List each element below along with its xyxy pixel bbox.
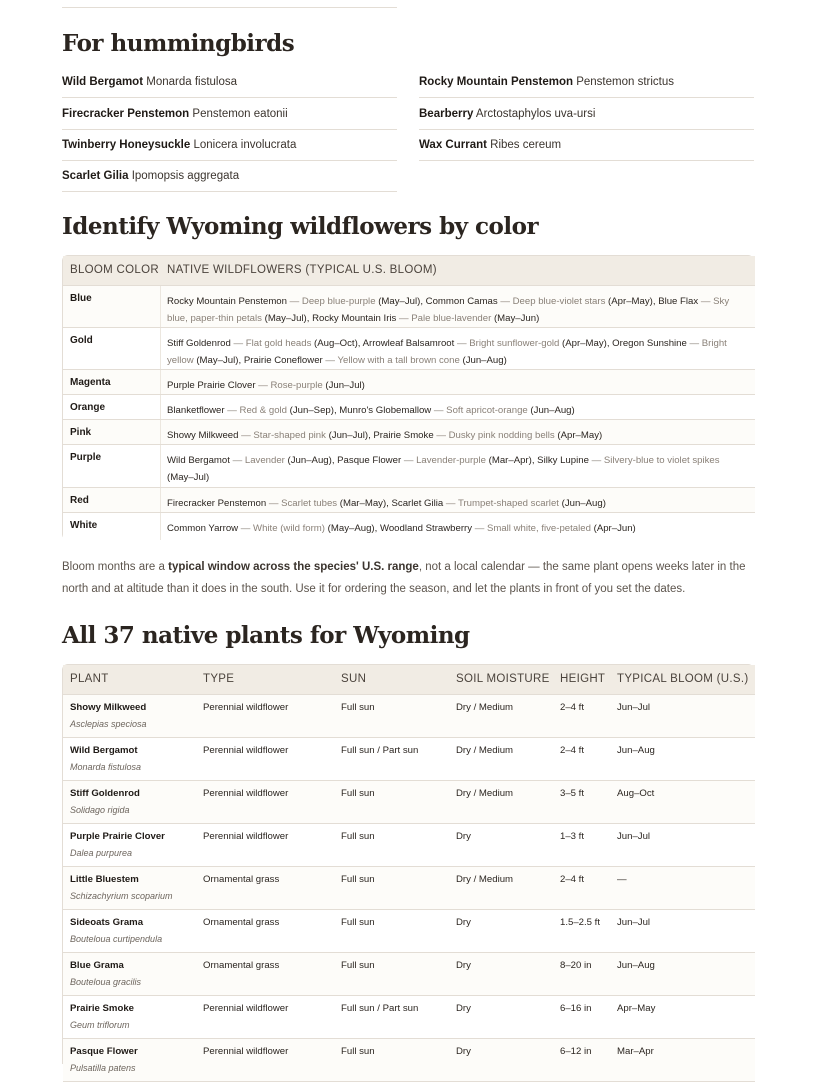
plant-sun: Full sun xyxy=(341,917,375,928)
flower-bloom: Apr–Jun xyxy=(596,523,633,534)
plant-common-name: Twinberry Honeysuckle xyxy=(62,139,191,151)
plant-scientific-name: Bouteloua curtipendula xyxy=(70,934,163,944)
flower-name: Stiff Goldenrod xyxy=(167,338,231,349)
bloom-color: Red xyxy=(63,488,161,512)
plant-bloom: Aug–Oct xyxy=(617,788,655,799)
flower-description-text: Star-shaped pink xyxy=(253,430,326,441)
flower-bloom: Jun–Jul xyxy=(331,430,365,441)
color-table xyxy=(62,255,754,540)
plant-sun: Full sun xyxy=(341,702,375,713)
flower-description: — Trumpet-shaped scarlet xyxy=(445,498,559,509)
plant-scientific-name: Pulsatilla patens xyxy=(70,1063,136,1073)
table-row xyxy=(63,738,755,781)
flower-bloom: Jun–Jul xyxy=(328,380,362,391)
table-row xyxy=(63,695,755,738)
column-header: SOIL MOISTURE xyxy=(456,673,550,685)
flower-description-text: Yellow with a tall brown cone xyxy=(337,355,460,366)
table-row xyxy=(63,953,755,996)
flower-description-text: Deep blue-purple xyxy=(301,296,376,307)
plant-type: Ornamental grass xyxy=(203,874,280,885)
wildflower-list: Firecracker Penstemon — Scarlet tubes (Mar–May), Scarlet Gilia — Trumpet-shaped scarlet (Jun–Aug) xyxy=(167,498,606,509)
bloom-color: Pink xyxy=(63,420,161,444)
table-row xyxy=(63,996,755,1039)
plant-bloom: — xyxy=(617,874,627,885)
flower-description-text: Bright yellow xyxy=(167,338,727,366)
flower-description: — Bright sunflower-gold xyxy=(456,338,560,349)
flower-description: — Pale blue-lavender xyxy=(399,313,492,324)
plant-soil: Dry xyxy=(456,1046,471,1057)
flower-description: — Red & gold xyxy=(227,405,287,416)
list-item xyxy=(62,161,397,192)
plant-type: Ornamental grass xyxy=(203,917,280,928)
flower-description: — Rose-purple xyxy=(258,380,323,391)
flower-name: Rocky Mountain Penstemon xyxy=(167,296,287,307)
plant-name: Stiff Goldenrod xyxy=(70,788,140,799)
plant-sun: Full sun xyxy=(341,831,375,842)
color-row xyxy=(63,286,755,328)
plant-common-name: Scarlet Gilia xyxy=(62,170,129,182)
flower-name: Rocky Mountain Iris xyxy=(312,313,397,324)
plant-bloom: Apr–May xyxy=(617,1003,656,1014)
wildflower-list: Common Yarrow — White (wild form) (May–Aug), Woodland Strawberry — Small white, five-petaled (Apr–Jun) xyxy=(167,523,636,534)
plant-soil: Dry xyxy=(456,960,471,971)
bloom-color: Magenta xyxy=(63,370,161,394)
bloom-color: Gold xyxy=(63,328,161,369)
plant-scientific-name: Lonicera involucrata xyxy=(193,139,297,151)
table-header xyxy=(63,256,755,286)
flower-name: Purple Prairie Clover xyxy=(167,380,256,391)
flower-name: Oregon Sunshine xyxy=(612,338,687,349)
flower-bloom: Mar–May xyxy=(342,498,383,509)
flower-bloom: May–Jul xyxy=(381,296,418,307)
plant-height: 2–4 ft xyxy=(560,745,585,756)
plant-type: Perennial wildflower xyxy=(203,745,289,756)
flower-name: Woodland Strawberry xyxy=(379,523,473,534)
note-text: Bloom months are a xyxy=(62,561,169,573)
bloom-color: Blue xyxy=(63,286,161,327)
hummingbirds-heading: For hummingbirds xyxy=(62,30,295,57)
list-item xyxy=(62,99,397,130)
wildflower-list: Wild Bergamot — Lavender (Jun–Aug), Pasque Flower — Lavender-purple (Mar–Apr), Silky Lupine — Silvery-blue to violet spikes (May–Jul) xyxy=(167,455,720,483)
color-row xyxy=(63,488,755,513)
plant-bloom: Jun–Aug xyxy=(617,960,655,971)
column-header: PLANT xyxy=(70,673,109,685)
plant-name: Blue Grama xyxy=(70,960,124,971)
plant-bloom: Jun–Jul xyxy=(617,831,651,842)
list-item xyxy=(62,67,397,98)
plant-bloom: Mar–Apr xyxy=(617,1046,654,1057)
flower-name: Prairie Coneflower xyxy=(243,355,323,366)
plant-soil: Dry xyxy=(456,1003,471,1014)
flower-description-text: Silvery-blue to violet spikes xyxy=(603,455,720,466)
plant-common-name: Bearberry xyxy=(419,108,474,120)
plant-type: Perennial wildflower xyxy=(203,1046,289,1057)
plant-scientific-name: Monarda fistulosa xyxy=(70,762,142,772)
table-row xyxy=(63,867,755,910)
table-row xyxy=(63,910,755,953)
flower-description: — Soft apricot-orange xyxy=(433,405,528,416)
flower-description-text: Lavender xyxy=(244,455,285,466)
bloom-color: Orange xyxy=(63,395,161,419)
flower-description-text: Rose-purple xyxy=(270,380,323,391)
plant-soil: Dry xyxy=(456,831,471,842)
flower-description-text: Soft apricot-orange xyxy=(446,405,528,416)
flower-description: — Yellow with a tall brown cone xyxy=(325,355,460,366)
flower-description-text: Sky blue, paper-thin petals xyxy=(167,296,730,324)
color-row xyxy=(63,420,755,445)
flower-description-text: Deep blue-violet stars xyxy=(512,296,606,307)
plant-height: 2–4 ft xyxy=(560,702,585,713)
flower-bloom: May–Jul xyxy=(170,472,206,483)
plant-scientific-name: Monarda fistulosa xyxy=(146,76,238,88)
flower-bloom: Jun–Aug xyxy=(564,498,603,509)
plant-name: Prairie Smoke xyxy=(70,1003,134,1014)
plant-name: Pasque Flower xyxy=(70,1046,138,1057)
plants-table xyxy=(62,664,754,1073)
plant-sun: Full sun / Part sun xyxy=(341,745,419,756)
flower-description-text: White (wild form) xyxy=(253,523,325,534)
plant-soil: Dry / Medium xyxy=(456,788,514,799)
flower-bloom: Mar–Apr xyxy=(491,455,529,466)
column-header: TYPICAL BLOOM (U.S.) xyxy=(617,673,749,685)
flower-name: Silky Lupine xyxy=(537,455,589,466)
flower-description: — Lavender xyxy=(232,455,285,466)
plant-type: Perennial wildflower xyxy=(203,831,289,842)
plant-type: Perennial wildflower xyxy=(203,1003,289,1014)
flower-name: Scarlet Gilia xyxy=(391,498,444,509)
column-header: BLOOM COLOR xyxy=(70,264,159,276)
table-row xyxy=(63,781,755,824)
flower-description-text: Red & gold xyxy=(239,405,287,416)
flower-description-text: Trumpet-shaped scarlet xyxy=(457,498,559,509)
plant-sun: Full sun xyxy=(341,788,375,799)
flower-description: — Sky blue, paper-thin petals xyxy=(167,296,730,324)
bloom-note xyxy=(62,556,754,600)
wildflower-list: Purple Prairie Clover — Rose-purple (Jun–Jul) xyxy=(167,380,365,391)
flower-description-text: Dusky pink nodding bells xyxy=(448,430,555,441)
color-row xyxy=(63,513,755,540)
flower-description: — Deep blue-purple xyxy=(289,296,376,307)
plant-soil: Dry xyxy=(456,917,471,928)
flower-bloom: Apr–May xyxy=(611,296,650,307)
plant-name: Wild Bergamot xyxy=(70,745,138,756)
list-item xyxy=(419,67,754,98)
color-row xyxy=(63,395,755,420)
flower-name: Wild Bergamot xyxy=(167,455,230,466)
plant-soil: Dry / Medium xyxy=(456,874,514,885)
flower-bloom: Jun–Aug xyxy=(465,355,504,366)
flower-bloom: Aug–Oct xyxy=(317,338,355,349)
plant-height: 1.5–2.5 ft xyxy=(560,917,601,928)
all-plants-heading: All 37 native plants for Wyoming xyxy=(62,622,470,649)
flower-name: Blanketflower xyxy=(167,405,225,416)
flower-bloom: Jun–Aug xyxy=(533,405,572,416)
column-header: TYPE xyxy=(203,673,235,685)
plant-scientific-name: Solidago rigida xyxy=(70,805,130,815)
flower-description: — Small white, five-petaled xyxy=(474,523,591,534)
plant-height: 3–5 ft xyxy=(560,788,585,799)
color-row xyxy=(63,328,755,370)
plant-bloom: Jun–Aug xyxy=(617,745,655,756)
flower-description: — Lavender-purple xyxy=(403,455,486,466)
plant-scientific-name: Geum triflorum xyxy=(70,1020,130,1030)
plant-type: Ornamental grass xyxy=(203,960,280,971)
flower-description-text: Small white, five-petaled xyxy=(486,523,591,534)
flower-name: Prairie Smoke xyxy=(373,430,434,441)
plant-scientific-name: Schizachyrium scoparium xyxy=(70,891,173,901)
flower-description: — Flat gold heads xyxy=(233,338,312,349)
flower-bloom: Jun–Sep xyxy=(292,405,331,416)
plant-height: 1–3 ft xyxy=(560,831,585,842)
plant-sun: Full sun xyxy=(341,1046,375,1057)
list-item xyxy=(419,130,754,161)
wildflower-list: Blanketflower — Red & gold (Jun–Sep), Munro's Globemallow — Soft apricot-orange (Jun–Aug) xyxy=(167,405,575,416)
plant-height: 8–20 in xyxy=(560,960,592,971)
plant-soil: Dry / Medium xyxy=(456,745,514,756)
flower-name: Munro's Globemallow xyxy=(339,405,432,416)
plant-sun: Full sun xyxy=(341,874,375,885)
flower-name: Pasque Flower xyxy=(337,455,402,466)
flower-bloom: May–Aug xyxy=(330,523,372,534)
flower-description-text: Lavender-purple xyxy=(416,455,486,466)
plant-common-name: Rocky Mountain Penstemon xyxy=(419,76,573,88)
list-item xyxy=(419,99,754,130)
table-header xyxy=(63,665,755,695)
plant-bloom: Jun–Jul xyxy=(617,702,651,713)
color-row xyxy=(63,370,755,395)
flower-name: Common Camas xyxy=(425,296,498,307)
flower-description: — Star-shaped pink xyxy=(241,430,326,441)
table-row xyxy=(63,1039,755,1082)
plant-name: Sideoats Grama xyxy=(70,917,144,928)
flower-name: Common Yarrow xyxy=(167,523,239,534)
plant-name: Showy Milkweed xyxy=(70,702,147,713)
flower-description-text: Bright sunflower-gold xyxy=(469,338,560,349)
plant-type: Perennial wildflower xyxy=(203,788,289,799)
flower-name: Blue Flax xyxy=(658,296,699,307)
column-header: HEIGHT xyxy=(560,673,606,685)
plant-bloom: Jun–Jul xyxy=(617,917,651,928)
plant-scientific-name: Ipomopsis aggregata xyxy=(131,170,240,182)
plant-scientific-name: Ribes cereum xyxy=(490,139,562,151)
note-emphasis: typical window across the species' U.S. range xyxy=(168,561,419,573)
plant-type: Perennial wildflower xyxy=(203,702,289,713)
plant-scientific-name: Dalea purpurea xyxy=(70,848,133,858)
flower-bloom: Apr–May xyxy=(565,338,604,349)
color-row xyxy=(63,445,755,488)
wildflower-list: Showy Milkweed — Star-shaped pink (Jun–Jul), Prairie Smoke — Dusky pink nodding bells (Apr–May) xyxy=(167,430,603,441)
plant-scientific-name: Penstemon eatonii xyxy=(192,108,288,120)
flower-description-text: Scarlet tubes xyxy=(281,498,338,509)
flower-name: Showy Milkweed xyxy=(167,430,239,441)
flower-bloom: Jun–Aug xyxy=(290,455,329,466)
plant-common-name: Firecracker Penstemon xyxy=(62,108,190,120)
note-text: , not a local calendar — the same plant opens weeks later in the north and at altitude than it does in the south. Use it for ordering the season, and let the plants in front of you set the dates. xyxy=(62,561,746,595)
flower-bloom: Apr–May xyxy=(560,430,599,441)
flower-bloom: May–Jul xyxy=(267,313,304,324)
flower-bloom: May–Jun xyxy=(497,313,537,324)
plant-sun: Full sun xyxy=(341,960,375,971)
bloom-color: Purple xyxy=(63,445,161,487)
plant-soil: Dry / Medium xyxy=(456,702,514,713)
plant-sun: Full sun / Part sun xyxy=(341,1003,419,1014)
bloom-color: White xyxy=(63,513,161,540)
flower-description: — Deep blue-violet stars xyxy=(500,296,606,307)
plant-name: Little Bluestem xyxy=(70,874,139,885)
wildflower-list: Stiff Goldenrod — Flat gold heads (Aug–Oct), Arrowleaf Balsamroot — Bright sunflower-gold (Apr–May), Oregon Sunshine — Bright yellow (May–Jul), Prairie Coneflower — Yellow with a tall brown cone (Jun–Aug) xyxy=(167,338,727,366)
plant-scientific-name: Bouteloua gracilis xyxy=(70,977,142,987)
flower-name: Arrowleaf Balsamroot xyxy=(362,338,455,349)
flower-description-text: Flat gold heads xyxy=(245,338,312,349)
flower-description-text: Pale blue-lavender xyxy=(411,313,492,324)
plant-height: 6–16 in xyxy=(560,1003,592,1014)
plant-common-name: Wild Bergamot xyxy=(62,76,144,88)
column-header: NATIVE WILDFLOWERS (TYPICAL U.S. BLOOM) xyxy=(167,264,437,276)
table-row xyxy=(63,824,755,867)
divider xyxy=(62,7,397,8)
flower-description: — Silvery-blue to violet spikes xyxy=(591,455,720,466)
flower-description: — Bright yellow xyxy=(167,338,727,366)
plant-scientific-name: Asclepias speciosa xyxy=(70,719,147,729)
wildflower-list: Rocky Mountain Penstemon — Deep blue-purple (May–Jul), Common Camas — Deep blue-violet stars (Apr–May), Blue Flax — Sky blue, paper-thin petals (May–Jul), Rocky Mountain Iris — Pale blue-lavender (May–Jun) xyxy=(167,296,730,324)
hummingbird-plant-list xyxy=(62,67,754,193)
column-header: SUN xyxy=(341,673,367,685)
flower-description: — Scarlet tubes xyxy=(268,498,338,509)
flower-name: Firecracker Penstemon xyxy=(167,498,267,509)
flower-description: — White (wild form) xyxy=(240,523,325,534)
flower-description: — Dusky pink nodding bells xyxy=(436,430,555,441)
plant-scientific-name: Arctostaphylos uva-ursi xyxy=(475,108,596,120)
by-color-heading: Identify Wyoming wildflowers by color xyxy=(62,213,539,240)
list-item xyxy=(62,130,397,161)
plant-height: 6–12 in xyxy=(560,1046,592,1057)
plant-scientific-name: Penstemon strictus xyxy=(576,76,674,88)
plant-name: Purple Prairie Clover xyxy=(70,831,165,842)
flower-bloom: May–Jul xyxy=(199,355,236,366)
plant-height: 2–4 ft xyxy=(560,874,585,885)
plant-common-name: Wax Currant xyxy=(419,139,487,151)
